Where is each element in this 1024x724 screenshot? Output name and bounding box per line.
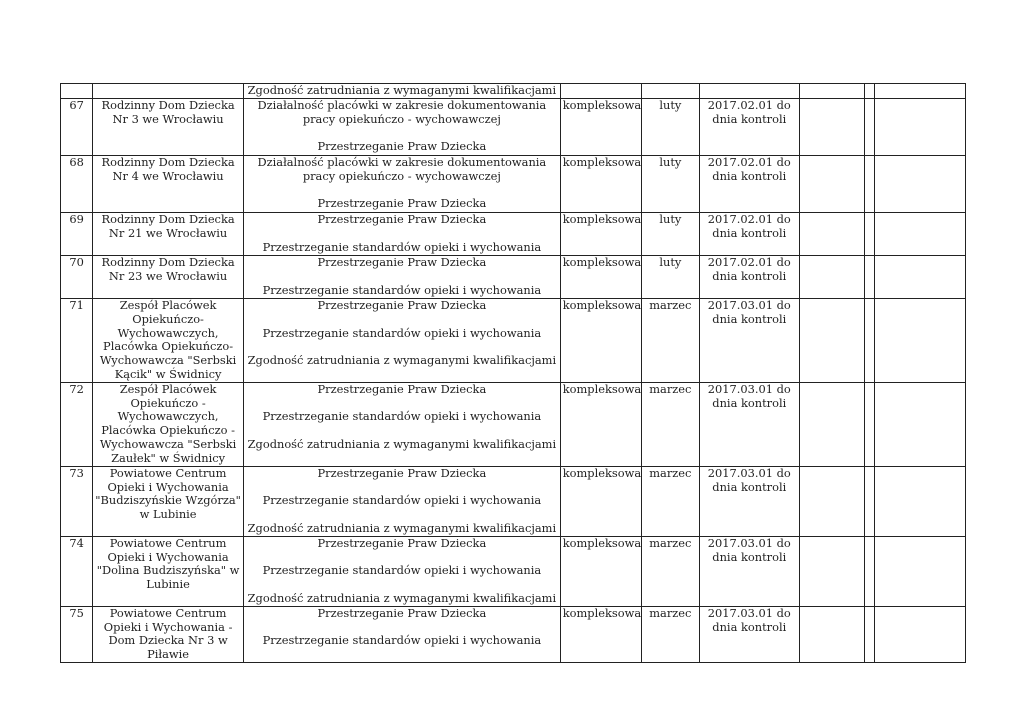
cell-month	[642, 299, 699, 383]
table-row	[61, 156, 966, 213]
facility-name: Powiatowe Centrum Opieki i Wychowania "Dolina Budziszyńska" w Lubinie	[96, 535, 240, 592]
inspection-type: kompleksowa	[562, 535, 642, 550]
table-row	[61, 382, 966, 466]
topic-text: Przestrzeganie standardów opieki i wychowania	[262, 325, 542, 340]
cell-type	[560, 156, 641, 213]
cell-period	[699, 156, 800, 213]
cell-period	[699, 213, 800, 256]
inspection-period: 2017.02.01 do dnia kontroli	[707, 212, 791, 240]
facility-name: Powiatowe Centrum Opieki i Wychowania "Budziszyńskie Wzgórza" w Lubinie	[95, 465, 241, 522]
inspection-type: kompleksowa	[562, 155, 642, 169]
cell-period	[699, 606, 800, 662]
cell-topics	[244, 382, 561, 466]
cell-empty	[865, 99, 875, 156]
cell-topics	[244, 99, 561, 156]
topic-text: Przestrzeganie Praw Dziecka	[317, 465, 487, 480]
topic-text: Zgodność zatrudniania z wymaganymi kwalifikacjami	[247, 590, 557, 605]
cell-topics	[244, 84, 561, 99]
topic-text: Przestrzeganie Praw Dziecka	[317, 535, 487, 550]
cell-empty	[800, 536, 865, 606]
cell-number	[61, 382, 93, 466]
cell-period	[699, 299, 800, 383]
facility-name: Rodzinny Dom Dziecka Nr 23 we Wrocławiu	[101, 255, 235, 283]
table-row	[61, 256, 966, 299]
cell-empty	[875, 84, 966, 99]
inspection-month: marzec	[649, 605, 692, 620]
cell-month	[642, 536, 699, 606]
cell-number	[61, 536, 93, 606]
table-row-continued	[61, 84, 966, 99]
inspection-type: kompleksowa	[562, 98, 642, 112]
cell-month	[642, 606, 699, 662]
cell-empty	[800, 299, 865, 383]
inspection-period: 2017.03.01 do dnia kontroli	[707, 465, 791, 494]
row-number: 74	[69, 535, 84, 550]
topic-text: Przestrzeganie Praw Dziecka	[317, 139, 487, 154]
cell-empty	[800, 99, 865, 156]
cell-topics	[244, 213, 561, 256]
cell-facility	[93, 382, 244, 466]
inspection-month: marzec	[649, 535, 692, 550]
cell-month	[642, 213, 699, 256]
cell-type	[560, 99, 641, 156]
facility-name: Zespół Placówek Opiekuńczo - Wychowawczych, Placówka Opiekuńczo - Wychowawcza "Serbski Zaułek" w Świdnicy	[99, 381, 237, 465]
topic-text: Przestrzeganie Praw Dziecka	[317, 381, 487, 396]
cell-facility	[93, 256, 244, 299]
cell-type	[560, 382, 641, 466]
topic-text: Przestrzeganie standardów opieki i wychowania	[262, 409, 542, 424]
facility-name: Rodzinny Dom Dziecka Nr 3 we Wrocławiu	[101, 98, 235, 126]
cell-period	[699, 536, 800, 606]
cell-empty	[800, 213, 865, 256]
cell-empty	[800, 84, 865, 99]
table-row	[61, 606, 966, 662]
cell-type	[560, 606, 641, 662]
cell-empty	[875, 536, 966, 606]
cell-facility	[93, 606, 244, 662]
inspection-month: luty	[659, 212, 682, 226]
table-row	[61, 299, 966, 383]
cell-number	[61, 213, 93, 256]
table-row	[61, 99, 966, 156]
cell-month	[642, 99, 699, 156]
row-number: 69	[69, 212, 84, 226]
cell-type	[560, 466, 641, 536]
cell-facility	[93, 466, 244, 536]
cell-month	[642, 382, 699, 466]
cell-facility	[93, 84, 244, 99]
cell-facility	[93, 99, 244, 156]
facility-name: Rodzinny Dom Dziecka Nr 4 we Wrocławiu	[101, 155, 235, 183]
cell-number	[61, 84, 93, 99]
cell-number	[61, 466, 93, 536]
topic-text: Zgodność zatrudniania z wymaganymi kwalifikacjami	[247, 353, 557, 368]
inspection-period: 2017.03.01 do dnia kontroli	[707, 535, 791, 564]
cell-number	[61, 256, 93, 299]
cell-number	[61, 156, 93, 213]
cell-empty	[800, 256, 865, 299]
cell-empty	[865, 84, 875, 99]
topic-text: Przestrzeganie standardów opieki i wychowania	[262, 493, 542, 508]
inspection-period: 2017.02.01 do dnia kontroli	[707, 155, 791, 183]
cell-month	[642, 256, 699, 299]
inspection-type: kompleksowa	[562, 298, 642, 312]
cell-type	[560, 84, 641, 99]
cell-type	[560, 299, 641, 383]
cell-topics	[244, 466, 561, 536]
topic-text: Przestrzeganie standardów opieki i wychowania	[262, 239, 542, 254]
cell-empty	[875, 156, 966, 213]
inspection-period: 2017.02.01 do dnia kontroli	[707, 98, 791, 126]
table-row	[61, 213, 966, 256]
cell-type	[560, 213, 641, 256]
cell-empty	[865, 466, 875, 536]
inspection-type: kompleksowa	[562, 605, 642, 620]
cell-period	[699, 466, 800, 536]
cell-empty	[865, 606, 875, 662]
inspection-plan-table	[60, 83, 966, 663]
cell-month	[642, 84, 699, 99]
cell-empty	[865, 256, 875, 299]
topic-text: Zgodność zatrudniania z wymaganymi kwalifikacjami	[247, 83, 557, 97]
topic-text: Zgodność zatrudniania z wymaganymi kwalifikacjami	[247, 436, 557, 451]
inspection-period: 2017.03.01 do dnia kontroli	[707, 298, 791, 326]
cell-period	[699, 256, 800, 299]
cell-empty	[875, 382, 966, 466]
cell-month	[642, 156, 699, 213]
cell-facility	[93, 536, 244, 606]
topic-text: Przestrzeganie Praw Dziecka	[317, 605, 487, 620]
cell-empty	[865, 536, 875, 606]
cell-facility	[93, 299, 244, 383]
topic-text: Przestrzeganie Praw Dziecka	[317, 298, 487, 312]
cell-topics	[244, 256, 561, 299]
cell-number	[61, 99, 93, 156]
cell-period	[699, 84, 800, 99]
table-row	[61, 466, 966, 536]
inspection-month: marzec	[649, 298, 692, 312]
cell-empty	[800, 156, 865, 213]
inspection-period: 2017.02.01 do dnia kontroli	[707, 255, 791, 283]
row-number: 75	[69, 605, 84, 620]
topic-text: Przestrzeganie Praw Dziecka	[317, 255, 487, 269]
inspection-type: kompleksowa	[562, 255, 642, 269]
cell-empty	[875, 99, 966, 156]
cell-empty	[875, 606, 966, 662]
inspection-month: luty	[659, 98, 682, 112]
inspection-type: kompleksowa	[562, 381, 642, 396]
cell-type	[560, 256, 641, 299]
row-number: 70	[69, 255, 84, 269]
cell-topics	[244, 156, 561, 213]
topic-text: Przestrzeganie standardów opieki i wychowania	[262, 633, 542, 648]
row-number: 73	[69, 465, 84, 480]
inspection-month: luty	[659, 255, 682, 269]
row-number: 71	[69, 298, 84, 312]
facility-name: Powiatowe Centrum Opieki i Wychowania - Dom Dziecka Nr 3 w Piławie	[103, 605, 233, 662]
table-row	[61, 536, 966, 606]
cell-empty	[800, 606, 865, 662]
facility-name: Rodzinny Dom Dziecka Nr 21 we Wrocławiu	[101, 212, 235, 240]
topic-text: Działalność placówki w zakresie dokumentowania pracy opiekuńczo - wychowawczej	[257, 98, 547, 126]
cell-type	[560, 536, 641, 606]
cell-empty	[875, 466, 966, 536]
cell-period	[699, 382, 800, 466]
topic-text: Przestrzeganie standardów opieki i wychowania	[262, 563, 542, 578]
cell-month	[642, 466, 699, 536]
inspection-type: kompleksowa	[562, 465, 642, 480]
cell-period	[699, 99, 800, 156]
cell-empty	[800, 466, 865, 536]
topic-text: Zgodność zatrudniania z wymaganymi kwalifikacjami	[247, 520, 557, 535]
inspection-period: 2017.03.01 do dnia kontroli	[707, 381, 791, 410]
inspection-month: luty	[659, 155, 682, 169]
topic-text: Przestrzeganie standardów opieki i wychowania	[262, 282, 542, 297]
cell-number	[61, 606, 93, 662]
row-number: 72	[69, 381, 84, 396]
topic-text: Przestrzeganie Praw Dziecka	[317, 212, 487, 226]
inspection-type: kompleksowa	[562, 212, 642, 226]
cell-empty	[865, 156, 875, 213]
cell-topics	[244, 606, 561, 662]
cell-empty	[875, 256, 966, 299]
cell-facility	[93, 213, 244, 256]
cell-empty	[865, 382, 875, 466]
cell-empty	[865, 299, 875, 383]
cell-topics	[244, 536, 561, 606]
inspection-month: marzec	[649, 381, 692, 396]
cell-facility	[93, 156, 244, 213]
cell-topics	[244, 299, 561, 383]
facility-name: Zespół Placówek Opiekuńczo-Wychowawczych, Placówka Opiekuńczo-Wychowawcza "Serbski Kącik" w Świdnicy	[99, 298, 237, 381]
topic-text: Działalność placówki w zakresie dokumentowania pracy opiekuńczo - wychowawczej	[257, 155, 547, 183]
row-number: 68	[69, 155, 84, 169]
cell-empty	[875, 213, 966, 256]
cell-empty	[865, 213, 875, 256]
cell-empty	[875, 299, 966, 383]
table-body	[61, 84, 966, 663]
cell-empty	[800, 382, 865, 466]
row-number: 67	[69, 98, 84, 112]
cell-number	[61, 299, 93, 383]
topic-text: Przestrzeganie Praw Dziecka	[317, 196, 487, 211]
inspection-period: 2017.03.01 do dnia kontroli	[707, 605, 791, 634]
inspection-month: marzec	[649, 465, 692, 480]
